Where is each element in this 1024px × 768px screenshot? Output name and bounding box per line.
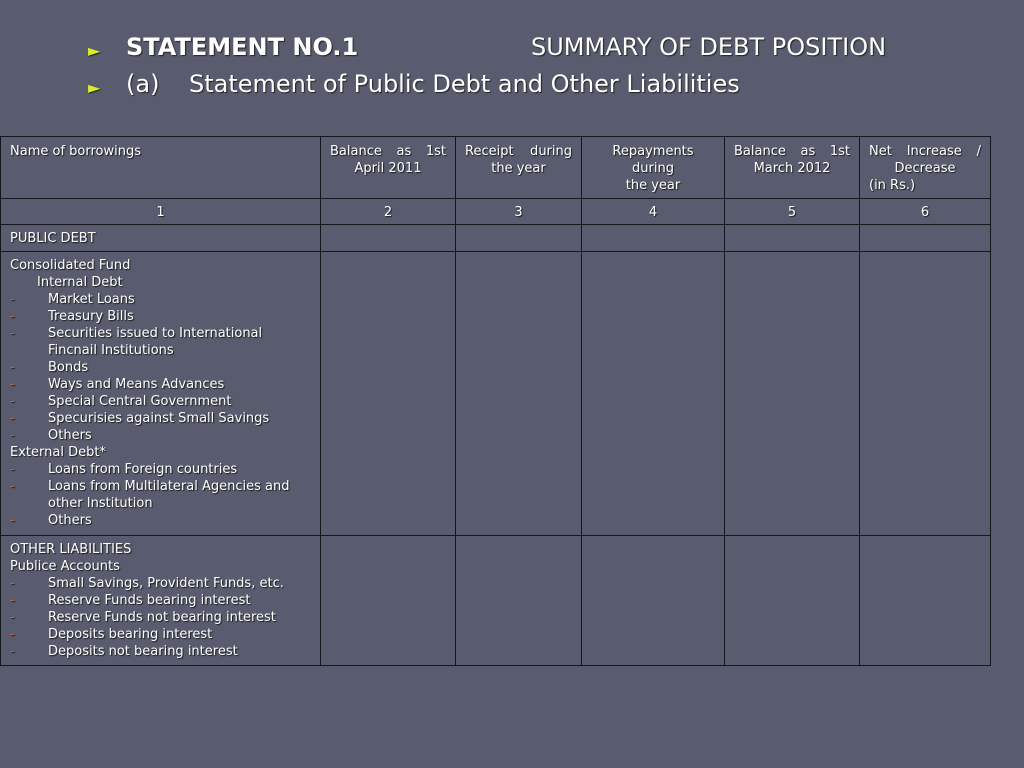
list-item bbox=[10, 626, 311, 643]
list-item-label: Securities issued to International Fincnail Institutions bbox=[48, 326, 263, 358]
list-item-label: Loans from Multilateral Agencies and other Institution bbox=[48, 479, 290, 511]
dash-marker: - bbox=[10, 479, 15, 494]
list-item bbox=[10, 643, 311, 660]
header-label: Repayments during bbox=[612, 144, 694, 176]
dash-marker: - bbox=[10, 576, 15, 591]
header-label: the year bbox=[491, 161, 546, 176]
dash-marker: - bbox=[10, 513, 15, 528]
header-label: the year bbox=[625, 178, 681, 193]
table-cell bbox=[582, 252, 725, 536]
header-label: Receipt during bbox=[465, 144, 572, 159]
arrow-bullet-icon: ► bbox=[88, 78, 101, 97]
column-number: 4 bbox=[582, 199, 725, 225]
table-row bbox=[1, 225, 991, 252]
table-cell bbox=[321, 252, 456, 536]
list-item bbox=[10, 478, 311, 512]
list-item-label: Special Central Government bbox=[48, 394, 232, 409]
table-cell bbox=[456, 536, 582, 666]
arrow-bullet-icon: ► bbox=[88, 41, 101, 60]
header-label: April 2011 bbox=[354, 161, 422, 176]
header-label: Net Increase / bbox=[869, 144, 981, 159]
list-item bbox=[10, 376, 311, 393]
list-item-label: Ways and Means Advances bbox=[48, 377, 225, 392]
dash-marker: - bbox=[10, 462, 15, 477]
internal-debt-title: Internal Debt bbox=[37, 275, 123, 290]
list-item bbox=[10, 592, 311, 609]
dash-marker: - bbox=[10, 593, 15, 608]
list-item-label: Reserve Funds bearing interest bbox=[48, 593, 251, 608]
dash-marker: - bbox=[10, 292, 15, 307]
header-label: Name of borrowings bbox=[10, 144, 141, 159]
list-item bbox=[10, 308, 311, 325]
header-name-of-borrowings bbox=[1, 137, 321, 199]
dash-marker: - bbox=[10, 377, 15, 392]
list-item-label: Others bbox=[48, 513, 92, 528]
list-item bbox=[10, 410, 311, 427]
header-label: Balance as 1st bbox=[734, 144, 850, 159]
header-net-change bbox=[860, 137, 991, 199]
statement-title: SUMMARY OF DEBT POSITION bbox=[531, 33, 887, 61]
list-item bbox=[10, 575, 311, 592]
table-row bbox=[1, 252, 991, 536]
table-header-row bbox=[1, 137, 991, 199]
other-liabilities-cell bbox=[1, 536, 321, 666]
header-label: March 2012 bbox=[753, 161, 831, 176]
list-item-label: Loans from Foreign countries bbox=[48, 462, 238, 477]
table-cell bbox=[725, 252, 860, 536]
header-repayments bbox=[582, 137, 725, 199]
consolidated-fund-cell bbox=[1, 252, 321, 536]
table-row bbox=[1, 536, 991, 666]
list-item bbox=[10, 461, 311, 478]
header-receipt bbox=[456, 137, 582, 199]
column-number: 1 bbox=[1, 199, 321, 225]
subsection-title: Statement of Public Debt and Other Liabilities bbox=[189, 70, 740, 98]
column-number: 2 bbox=[321, 199, 456, 225]
list-item bbox=[10, 393, 311, 410]
header-label: (in Rs.) bbox=[869, 178, 916, 193]
list-item-label: Market Loans bbox=[48, 292, 135, 307]
table-row bbox=[1, 199, 991, 225]
public-accounts-title: Publice Accounts bbox=[10, 559, 120, 574]
dash-marker: - bbox=[10, 644, 15, 659]
subsection-label: (a) bbox=[126, 70, 160, 98]
dash-marker: - bbox=[10, 326, 15, 341]
list-item-label: Deposits not bearing interest bbox=[48, 644, 238, 659]
table-cell bbox=[456, 225, 582, 252]
list-item-label: Others bbox=[48, 428, 92, 443]
list-item-label: Bonds bbox=[48, 360, 89, 375]
table-cell bbox=[321, 225, 456, 252]
list-item bbox=[10, 512, 311, 529]
dash-marker: - bbox=[10, 309, 15, 324]
list-item-label: Reserve Funds not bearing interest bbox=[48, 610, 276, 625]
header-balance-march bbox=[725, 137, 860, 199]
debt-position-table bbox=[0, 136, 991, 666]
public-debt-label: PUBLIC DEBT bbox=[1, 225, 321, 252]
table-cell bbox=[321, 536, 456, 666]
header-balance-april bbox=[321, 137, 456, 199]
table-cell bbox=[860, 252, 991, 536]
list-item-label: Treasury Bills bbox=[48, 309, 134, 324]
column-number: 6 bbox=[860, 199, 991, 225]
consolidated-fund-title: Consolidated Fund bbox=[10, 258, 131, 273]
list-item bbox=[10, 427, 311, 444]
column-number: 3 bbox=[456, 199, 582, 225]
dash-marker: - bbox=[10, 360, 15, 375]
list-item bbox=[10, 325, 311, 359]
dash-marker: - bbox=[10, 627, 15, 642]
list-item-label: Specurisies against Small Savings bbox=[48, 411, 270, 426]
list-item-label: Deposits bearing interest bbox=[48, 627, 213, 642]
column-number: 5 bbox=[725, 199, 860, 225]
header-label: Decrease bbox=[894, 161, 956, 176]
external-debt-title: External Debt* bbox=[10, 445, 106, 460]
table-cell bbox=[725, 225, 860, 252]
list-item bbox=[10, 359, 311, 376]
statement-number: STATEMENT NO.1 bbox=[126, 33, 359, 61]
list-item bbox=[10, 291, 311, 308]
table-cell bbox=[860, 536, 991, 666]
table-cell bbox=[456, 252, 582, 536]
dash-marker: - bbox=[10, 428, 15, 443]
list-item-label: Small Savings, Provident Funds, etc. bbox=[48, 576, 284, 591]
table-cell bbox=[582, 225, 725, 252]
table-cell bbox=[725, 536, 860, 666]
list-item bbox=[10, 609, 311, 626]
table-cell bbox=[860, 225, 991, 252]
header-label: Balance as 1st bbox=[330, 144, 446, 159]
other-liabilities-title: OTHER LIABILITIES bbox=[10, 542, 132, 557]
dash-marker: - bbox=[10, 394, 15, 409]
dash-marker: - bbox=[10, 610, 15, 625]
table-cell bbox=[582, 536, 725, 666]
dash-marker: - bbox=[10, 411, 15, 426]
